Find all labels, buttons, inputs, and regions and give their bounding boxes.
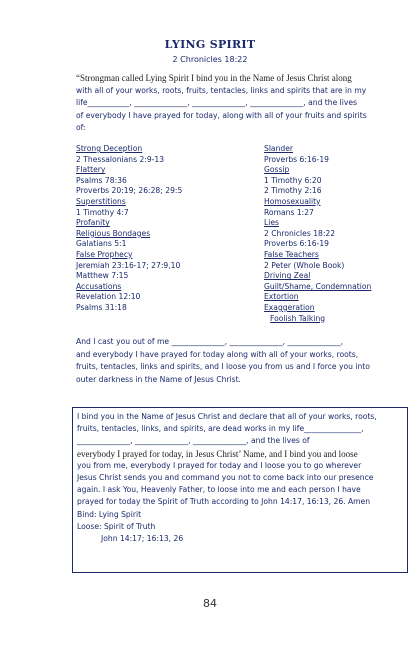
cast-out-line: fruits, tentacles, links and spirits, and I loose you from us and I force you into xyxy=(76,362,370,371)
scripture-citation: 2 Peter (Whole Book) xyxy=(264,260,345,270)
scripture-citation: Jeremiah 23:16-17; 27:9,10 xyxy=(76,260,181,270)
scripture-citation: Psalms 78:36 xyxy=(76,175,127,185)
scripture-citation: 2 Thessalonians 2:9-13 xyxy=(76,154,165,164)
scripture-citation: Galatians 5:1 xyxy=(76,239,127,249)
spirit-heading: Gossip xyxy=(264,165,290,175)
spirit-heading: Extortion xyxy=(264,292,299,302)
scripture-citation: Matthew 7:15 xyxy=(76,271,129,281)
scripture-citation: Psalms 31:18 xyxy=(76,302,127,312)
spirit-heading: False Prophecy xyxy=(76,249,133,259)
intro-paragraph xyxy=(76,72,408,135)
intro-line: life___________, ______________, ______________, ______________, and the lives xyxy=(76,98,358,107)
prayer-line: I bind you in the Name of Jesus Christ and declare that all of your works, roots, xyxy=(77,412,377,421)
spirit-heading: Profanity xyxy=(76,218,110,228)
spirit-heading: Foolish Talking xyxy=(270,313,326,323)
scripture-citation: Proverbs 20:19; 26:28; 29:5 xyxy=(76,186,183,196)
intro-line: of: xyxy=(76,123,86,132)
cast-out-paragraph xyxy=(76,336,408,386)
left-column xyxy=(76,144,256,314)
spirit-heading: Guilt/Shame, Condemnation xyxy=(264,281,372,291)
scripture-citation: 2 Timothy 2:16 xyxy=(264,186,322,196)
right-column xyxy=(264,144,416,324)
reference-line: John 14:17; 16:13, 26 xyxy=(101,534,184,544)
spirit-heading: Religious Bondages xyxy=(76,228,151,238)
cast-out-line: and everybody I have prayed for today along with all of your works, roots, xyxy=(76,349,359,359)
scripture-citation: Revelation 12:10 xyxy=(76,292,141,302)
spirit-heading: Strong Deception xyxy=(76,144,143,153)
scripture-citation: 1 Timothy 6:20 xyxy=(264,175,322,185)
cast-out-line: outer darkness in the Name of Jesus Christ. xyxy=(76,374,241,384)
prayer-line: prayed for today the Spirit of Truth according to John 14:17, 16:13, 26. Amen xyxy=(77,497,371,507)
scripture-citation: 1 Timothy 4:7 xyxy=(76,207,129,217)
prayer-line: again. I ask You, Heavenly Father, to loose into me and each person I have xyxy=(77,485,361,495)
prayer-line: Jesus Christ sends you and command you not to come back into our presence xyxy=(77,473,374,483)
spirit-heading: Homosexuality xyxy=(264,196,321,206)
spirit-heading: Lies xyxy=(264,218,279,228)
scripture-citation: 2 Chronicles 18:22 xyxy=(264,228,336,238)
scripture-citation: Proverbs 6:16-19 xyxy=(264,154,329,164)
scripture-reference: 2 Chronicles 18:22 xyxy=(172,55,248,64)
prayer-line: fruits, tentacles, links, and spirits, are dead works in my life_______________, xyxy=(77,424,364,434)
prayer-box-text xyxy=(77,411,403,545)
scripture-citation: Romans 1:27 xyxy=(264,207,314,217)
intro-line: of everybody I have prayed for today, along with all of your fruits and spirits xyxy=(76,110,367,120)
prayer-line: ______________, ______________, ______________, and the lives of xyxy=(77,436,310,446)
spirit-heading: Flattery xyxy=(76,165,106,175)
spirit-heading: False Teachers xyxy=(264,249,319,259)
scripture-citation: Proverbs 6:16-19 xyxy=(264,239,329,249)
spirit-heading: Driving Zeal xyxy=(264,271,311,281)
bind-line: Bind: Lying Spirit xyxy=(77,509,142,519)
spirit-heading: Accusations xyxy=(76,281,122,291)
page-number: 84 xyxy=(203,597,217,610)
prayer-box xyxy=(72,407,408,573)
cast-out-line: And I cast you out of me ______________, ______________, ______________, xyxy=(76,337,344,346)
spirit-heading: Superstitions xyxy=(76,196,126,206)
spirit-heading: Slander xyxy=(264,144,294,153)
prayer-line: everybody I prayed for today, in Jesus Christ’ Name, and I bind you and loose xyxy=(77,448,358,459)
intro-line: “Strongman called Lying Spirit I bind you in the Name of Jesus Christ along xyxy=(76,73,352,83)
loose-line: Loose: Spirit of Truth xyxy=(77,521,156,531)
prayer-line: you from me, everybody I prayed for today and I loose you to go wherever xyxy=(77,460,362,470)
intro-line: with all of your works, roots, fruits, tentacles, links and spirits that are in my xyxy=(76,85,367,95)
spirit-heading: Exaggeration xyxy=(264,302,315,312)
page-title: LYING SPIRIT xyxy=(164,38,256,51)
